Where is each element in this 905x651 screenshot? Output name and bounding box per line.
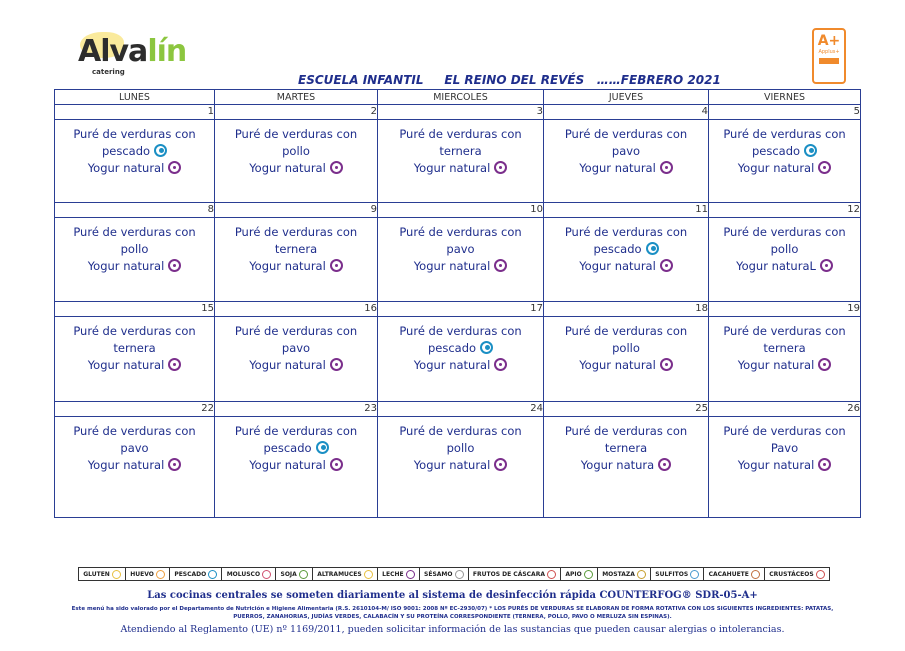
milk-allergen-icon [168,358,181,371]
dish-protein: ternera [439,144,482,158]
badge-brand: Applus+ [818,49,840,55]
dish-main-line: Puré de verduras con [73,324,196,338]
dish-protein: pescado [101,144,151,158]
allergen-label: SULFITOS [655,570,689,578]
dessert: Yogur natural [249,358,326,372]
dessert-line [215,357,377,374]
dessert-line [215,160,377,177]
dessert: Yogur natural [87,358,165,372]
page-title: ESCUELA INFANTIL EL REINO DEL REVÉS ……FEBRERO 2021 [298,73,721,87]
menu-cell [709,120,861,203]
dish-protein: pavo [120,441,149,455]
menu-cell [55,317,215,402]
menu-cell-content [544,317,708,374]
logo-text-part-a: Alva [78,34,148,69]
dish-protein-line [709,143,860,160]
dish-protein: Pavo [770,441,799,455]
dish-main-line: Puré de verduras con [234,127,358,141]
day-number: 23 [215,402,378,417]
day-number: 17 [378,302,544,317]
menu-row [55,120,861,203]
dish-protein-line [378,241,543,258]
menu-cell-content [709,317,860,374]
menu-cell-content [378,218,543,275]
dessert-line [55,457,214,474]
day-number: 15 [55,302,215,317]
dessert: Yogur natural [249,161,326,175]
milk-allergen-icon [660,259,673,272]
dish-protein: ternera [604,441,648,455]
weekday-header: VIERNES [709,90,861,105]
dish-protein: pescado [593,242,642,256]
menu-cell [378,317,544,402]
menu-cell [709,218,861,302]
milk-allergen-icon [818,161,831,174]
allergen-label: LECHE [382,570,404,578]
allergen-label: HUEVO [130,570,154,578]
menu-cell [709,417,861,518]
dessert-line [709,160,860,177]
milk-allergen-icon [494,358,507,371]
fish-allergen-icon [646,242,659,255]
day-number: 19 [709,302,861,317]
dessert-line [378,160,543,177]
dish-main-line: Puré de verduras con [73,127,196,141]
day-number-row [55,302,861,317]
allergen-legend-item [704,568,765,580]
day-number: 24 [378,402,544,417]
milk-allergen-icon [330,458,343,471]
dessert: Yogur natural [249,458,326,472]
dish-main-line: Puré de verduras con [564,424,688,438]
fish-allergen-icon [480,341,493,354]
day-number: 10 [378,203,544,218]
dish-protein-line [55,143,214,160]
milk-allergen-icon [330,161,343,174]
allergen-label: SÉSAMO [424,570,453,578]
dish-main-line: Puré de verduras con [399,424,522,438]
allergen-legend-item [561,568,598,580]
milk-allergen-icon [494,259,507,272]
dish-protein-line [544,440,708,457]
dessert: Yogur natural [413,458,491,472]
allergen-legend-item [313,568,378,580]
milk-allergen-icon [818,358,831,371]
allergen-label: PESCADO [174,570,207,578]
allergen-icon [406,570,415,579]
milk-allergen-icon [168,458,181,471]
day-number: 5 [709,105,861,120]
day-number: 11 [544,203,709,218]
menu-cell-content [544,417,708,474]
menu-cell-content [55,120,214,177]
logo-text [78,34,186,69]
milk-allergen-icon [494,458,507,471]
dessert-line [378,357,543,374]
dish-protein-line [55,440,214,457]
menu-cell-content [544,218,708,275]
dessert-line [709,457,860,474]
day-number-row [55,105,861,120]
dish-protein: pescado [263,441,312,455]
menu-cell [215,417,378,518]
dish-protein-line [55,241,214,258]
allergen-legend-item [469,568,561,580]
dish-main-line: Puré de verduras con [564,127,688,141]
day-number-row [55,402,861,417]
dessert: Yogur natural [413,161,491,175]
allergen-legend-item [598,568,651,580]
dessert: Yogur natural [413,259,491,273]
allergen-label: MOSTAZA [602,570,635,578]
dessert: Yogur natural [87,161,165,175]
dish-main-line: Puré de verduras con [723,225,846,239]
menu-cell-content [709,120,860,177]
allergen-legend-item [651,568,704,580]
milk-allergen-icon [818,458,831,471]
dessert-line [544,357,708,374]
dessert-line [378,457,543,474]
dessert-line [544,258,708,275]
allergen-icon [112,570,121,579]
dish-protein-line [709,241,860,258]
allergen-label: APIO [565,570,582,578]
allergen-icon [637,570,646,579]
dish-protein-line [55,340,214,357]
dessert: Yogur naturaL [736,259,816,273]
dish-main-line: Puré de verduras con [723,424,846,438]
menu-cell [378,417,544,518]
allergen-icon [751,570,760,579]
milk-allergen-icon [168,161,181,174]
allergen-label: SOJA [280,570,297,578]
menu-cell-content [378,120,543,177]
dish-protein: ternera [113,341,156,355]
menu-cell [55,120,215,203]
day-number: 1 [55,105,215,120]
dessert-line [378,258,543,275]
dessert-line [215,258,377,275]
allergen-icon [364,570,373,579]
allergen-label: MOLUSCO [226,570,261,578]
dish-protein-line [378,143,543,160]
alvalin-logo [78,30,190,82]
dish-protein-line [215,440,377,457]
dish-protein: pavo [281,341,311,355]
dish-protein-line [544,241,708,258]
day-number-row [55,203,861,218]
dish-main-line: Puré de verduras con [564,225,688,239]
allergen-icon [208,570,217,579]
dessert-line [215,457,377,474]
day-number: 22 [55,402,215,417]
fish-allergen-icon [154,144,167,157]
menu-cell [378,218,544,302]
menu-cell [215,218,378,302]
allergen-icon [584,570,593,579]
allergen-icon [299,570,308,579]
allergen-legend-item [222,568,276,580]
dish-protein-line [215,143,377,160]
weekday-header-row [55,90,861,105]
day-number: 12 [709,203,861,218]
menu-cell-content [544,120,708,177]
menu-cell-content [709,218,860,275]
menu-cell [378,120,544,203]
dessert: Yogur natural [579,259,656,273]
day-number: 8 [55,203,215,218]
milk-allergen-icon [330,358,343,371]
dessert: Yogur natural [737,358,815,372]
allergen-label: GLUTEN [83,570,110,578]
menu-cell [215,120,378,203]
allergen-label: CACAHUETE [708,570,749,578]
dessert-line [544,160,708,177]
day-number: 9 [215,203,378,218]
weekday-header: MIERCOLES [378,90,544,105]
dessert: Yogur natural [737,161,815,175]
allergen-legend-item [126,568,170,580]
allergen-icon [262,570,271,579]
logo-subtitle: catering [92,68,125,76]
logo-text-part-b: lín [147,34,187,69]
dish-main-line: Puré de verduras con [234,424,358,438]
regulation-note: Atendiendo al Reglamento (UE) nº 1169/2011, pueden solicitar información de las sustancias que pueden causar alergias o intolerancias. [120,624,785,635]
dish-protein: ternera [274,242,318,256]
dish-protein: pollo [446,441,475,455]
dessert-line [55,258,214,275]
milk-allergen-icon [820,259,833,272]
dish-protein: pollo [612,341,640,355]
allergen-label: ALTRAMUCES [317,570,362,578]
milk-allergen-icon [660,358,673,371]
dish-protein-line [709,340,860,357]
dish-main-line: Puré de verduras con [234,324,358,338]
dessert: Yogur natural [579,161,656,175]
menu-cell-content [215,120,377,177]
dessert: Yogur natural [249,259,326,273]
menu-row [55,317,861,402]
disinfection-note: Las cocinas centrales se someten diariamente al sistema de desinfección rápida COUNTERFOG® SDR-05-A+ [147,590,758,601]
dish-protein: pavo [611,144,641,158]
menu-cell-content [215,218,377,275]
dish-protein: ternera [763,341,806,355]
dessert: Yogur natural [87,458,165,472]
dessert-line [709,357,860,374]
day-number: 3 [378,105,544,120]
dish-protein-line [709,440,860,457]
dessert: Yogur natural [413,358,491,372]
dish-protein-line [215,340,377,357]
dish-main-line: Puré de verduras con [723,127,846,141]
menu-cell-content [55,317,214,374]
dessert-line [544,457,708,474]
menu-cell [709,317,861,402]
allergen-icon [547,570,556,579]
badge-bar [819,58,839,64]
day-number: 26 [709,402,861,417]
dish-main-line: Puré de verduras con [399,225,522,239]
weekday-header: JUEVES [544,90,709,105]
dish-main-line: Puré de verduras con [73,225,196,239]
dish-protein-line [378,340,543,357]
dish-protein: pavo [446,242,475,256]
milk-allergen-icon [658,458,671,471]
dish-main-line: Puré de verduras con [723,324,846,338]
menu-cell [215,317,378,402]
dish-protein: pollo [120,242,149,256]
dish-main-line: Puré de verduras con [564,324,688,338]
menu-cell-content [709,417,860,474]
allergen-legend-item [378,568,420,580]
dish-main-line: Puré de verduras con [399,127,522,141]
dish-main-line: Puré de verduras con [73,424,196,438]
dessert: Yogur natural [87,259,165,273]
allergen-icon [690,570,699,579]
badge-grade: A+ [817,33,841,49]
dessert-line [55,160,214,177]
menu-cell-content [215,317,377,374]
allergen-legend-item [276,568,313,580]
day-number: 16 [215,302,378,317]
allergen-icon [455,570,464,579]
dish-protein-line [378,440,543,457]
menu-cell [55,218,215,302]
dish-protein: pollo [770,242,799,256]
weekday-header: MARTES [215,90,378,105]
allergen-legend-item [170,568,222,580]
allergen-icon [156,570,165,579]
menu-cell-content [378,417,543,474]
menu-cell [544,120,709,203]
milk-allergen-icon [168,259,181,272]
nutrition-note: Este menú ha sido valorado por el Departamento de Nutrición e Higiene Alimentaria (R.S. 2610104-M/ ISO 9001: 2008 Nº EC-2930/07) * LOS PURÉS DE VERDURAS SE ELABORAN DE FORMA ROTATIVA CON LOS SIGUIENTES INGREDIENTES: PATATAS, PUERROS, ZANAHORIAS, JUDÍAS VERDES, CALABACÍN Y SU PROTEÍNA CORRESPONDIENTE (TERNERA, POLLO, PAVO O MERLUZA SIN ESPINAS). [71,606,834,620]
dish-protein: pescado [427,341,477,355]
allergen-legend-item [765,568,829,580]
dish-protein-line [215,241,377,258]
certification-badge [812,28,846,84]
dessert: Yogur natural [579,358,656,372]
dessert-line [55,357,214,374]
allergen-icon [816,570,825,579]
menu-row [55,417,861,518]
menu-cell-content [55,218,214,275]
allergen-legend [78,567,830,581]
fish-allergen-icon [804,144,817,157]
menu-cell [544,317,709,402]
allergen-legend-item [79,568,126,580]
menu-cell [55,417,215,518]
day-number: 2 [215,105,378,120]
dish-protein: pescado [751,144,801,158]
menu-cell [544,218,709,302]
milk-allergen-icon [660,161,673,174]
dessert: Yogur natura [580,458,655,472]
fish-allergen-icon [316,441,329,454]
allergen-label: CRUSTÁCEOS [769,570,814,578]
dessert: Yogur natural [737,458,815,472]
day-number: 25 [544,402,709,417]
menu-row [55,218,861,302]
dish-main-line: Puré de verduras con [399,324,522,338]
weekday-header: LUNES [55,90,215,105]
menu-cell-content [55,417,214,474]
allergen-legend-item [420,568,469,580]
menu-cell-content [378,317,543,374]
milk-allergen-icon [330,259,343,272]
allergen-label: FRUTOS DE CÁSCARA [472,570,545,578]
dish-protein-line [544,143,708,160]
dish-protein: pollo [282,144,310,158]
milk-allergen-icon [494,161,507,174]
dish-main-line: Puré de verduras con [234,225,358,239]
day-number: 4 [544,105,709,120]
menu-cell [544,417,709,518]
dish-protein-line [544,340,708,357]
dessert-line [709,258,860,275]
day-number: 18 [544,302,709,317]
menu-cell-content [215,417,377,474]
menu-calendar [54,89,861,518]
